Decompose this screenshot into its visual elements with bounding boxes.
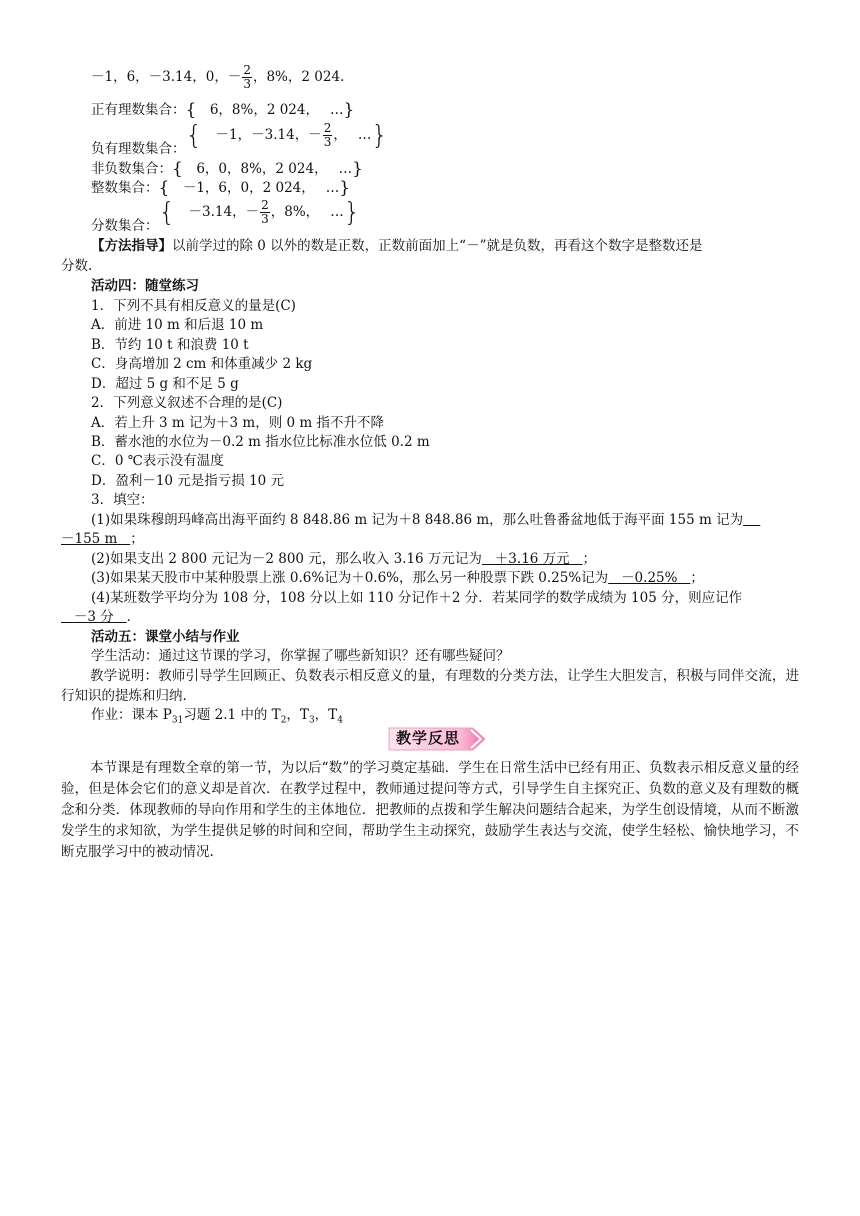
- q1-option-b: B．节约 10 t 和浪费 10 t: [91, 337, 249, 353]
- non-negative-set: 非负数集合：{ 6，0，8%，2 024， …}: [91, 159, 363, 179]
- question-2: 2．下列意义叙述不合理的是(C): [91, 395, 283, 411]
- method-guidance: [91, 237, 702, 256]
- set-label: 负有理数集合：: [91, 141, 186, 157]
- method-text: 以前学过的除 0 以外的数是正数，正数前面加上“－”就是负数，再看这个数字是整数还是: [172, 238, 703, 254]
- q2-option-d: D．盈利－10 元是指亏损 10 元: [91, 473, 285, 489]
- negative-rational-set: 负有理数集合：{ －1，－3.14，－ $\frac{2}{3}$ ， …}: [91, 120, 388, 157]
- q1-option-d: D．超过 5 g 和不足 5 g: [91, 376, 239, 392]
- student-activity: 学生活动：通过这节课的学习，你掌握了哪些新知识？还有哪些疑问？: [91, 648, 510, 664]
- integer-set: 整数集合：{ －1，6，0，2 024， …}: [91, 178, 351, 198]
- answer-blank: －3 分: [73, 609, 114, 625]
- q3-part-4-answer-line: －3 分 ．: [61, 608, 140, 627]
- fraction-set: 分数集合：{ －3.14，－ $\frac{2}{3}$ ，8%， …}: [91, 197, 361, 234]
- question-3: 3．填空：: [91, 492, 154, 508]
- q3-part-3: (3)如果某天股市中某种股票上涨 0.6%记为＋0.6%，那么另一种股票下跌 0.25%记为 －0.25% ；: [91, 570, 704, 586]
- q3-part-1-answer-line: －155 m ；: [61, 531, 144, 547]
- reflection-text: 本节课是有理数全章的第一节，为以后“数”的学习奠定基础．学生在日常生活中已经有用正、负数表示相反意义量的经验，但是体会它们的意义却是首次．在教学过程中，教师通过提问等方式，引导学生自主探究正、负数的意义及有理数的概念和分类．体现教师的导向作用和学生的主体地位．把教师的点拨和学生解决问题结合起来，为学生创设情境，从而不断激发学生的求知欲，为学生提供足够的时间和空间，帮助学生主动探究，鼓励学生表达与交流，使学生轻松、愉快地学习，不断克服学习中的被动情况.: [61, 760, 799, 860]
- positive-rational-set: 正有理数集合：{ 6，8%，2 024， …}: [91, 100, 355, 120]
- q3-part-1: (1)如果珠穆朗玛峰高出海平面约 8 848.86 m 记为＋8 848.86 m，那么吐鲁番盆地低于海平面 155 m 记为: [91, 512, 744, 528]
- q2-option-a: A．若上升 3 m 记为＋3 m，则 0 m 指不升不降: [91, 415, 384, 431]
- set-content: ，8%， …: [270, 204, 344, 220]
- q1-option-c: C．身高增加 2 cm 和体重减少 2 kg: [91, 356, 313, 372]
- q2-option-c: C．0 ℃表示没有温度: [91, 453, 224, 469]
- fraction: $\frac{2}{3}$: [243, 63, 251, 91]
- set-content: 6，0，8%，2 024， …: [196, 161, 353, 177]
- question-1: 1．下列不具有相反意义的量是(C): [91, 298, 296, 314]
- set-content: 6，8%，2 024， …: [209, 102, 344, 118]
- numbers-text: －1，6，－3.14，0，－: [91, 69, 242, 85]
- method-guidance-cont: 分数.: [61, 258, 93, 274]
- set-label: 整数集合：: [91, 180, 159, 196]
- numbers-text: ，8%，2 024.: [252, 69, 345, 85]
- set-content: －1，6，0，2 024， …: [182, 180, 340, 196]
- q1-option-a: A．前进 10 m 和后退 10 m: [91, 317, 264, 333]
- fraction: $\frac{2}{3}$: [261, 198, 269, 226]
- reflection-banner: [387, 727, 488, 751]
- banner-title: 教学反思: [396, 729, 461, 747]
- set-label: 正有理数集合：: [91, 102, 186, 118]
- set-content: ， …: [333, 127, 372, 143]
- set-label: 非负数集合：: [91, 161, 172, 177]
- teaching-note: 教学说明：教师引导学生回顾正、负数表示相反意义的量，有理数的分类方法，让学生大胆发言，积极与同伴交流，进行知识的提炼和归纳.: [61, 668, 799, 704]
- set-content: －1，－3.14，－: [215, 127, 322, 143]
- set-label: 分数集合：: [91, 218, 159, 234]
- method-tag: 【方法指导】: [91, 238, 172, 254]
- q2-option-b: B．蓄水池的水位为－0.2 m 指水位比标准水位低 0.2 m: [91, 434, 430, 450]
- set-content: －3.14，－: [188, 204, 260, 220]
- activity4-title: 活动四：随堂练习: [91, 278, 199, 294]
- answer-blank: －155 m: [61, 531, 118, 547]
- q3-part-2: (2)如果支出 2 800 元记为－2 800 元，那么收入 3.16 万元记为 ＋3.16 万元 ；: [91, 551, 597, 567]
- activity5-title: 活动五：课堂小结与作业: [91, 629, 240, 645]
- homework-line: 作业：课本 $P_{31}$习题 2.1 中的 $T_2$，$T_3$，$T_4$: [91, 707, 343, 726]
- q3-part-4: (4)某班数学平均分为 108 分，108 分以上如 110 分记作＋2 分．若某同学的数学成绩为 105 分，则应记作: [91, 590, 743, 606]
- answer-blank: －0.25%: [621, 570, 678, 586]
- answer-blank: ＋3.16 万元: [494, 551, 570, 567]
- numbers-line: [91, 64, 344, 91]
- fraction: $\frac{2}{3}$: [323, 121, 332, 149]
